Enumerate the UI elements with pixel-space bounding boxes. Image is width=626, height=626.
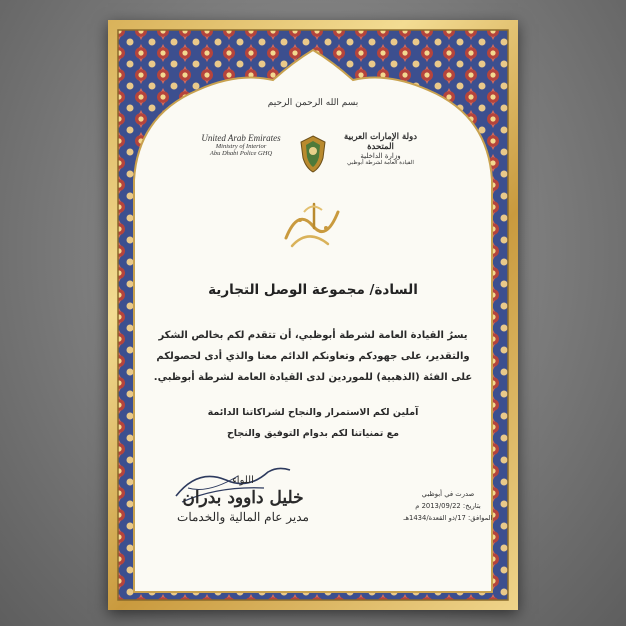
- signatory-name: خليل داوود بدران: [182, 488, 304, 508]
- wishes-line: آملين لكم الاستمرار والنجاح لشراكاتنا الدائمة: [207, 407, 419, 418]
- logo-line-uae-ar: دولة الإمارات العربية المتحدة: [343, 132, 417, 152]
- logo-line-uae: United Arab Emirates: [201, 133, 281, 143]
- body-line: على الفئة (الذهبية) للموردين لدى القيادة العامة لشرطة أبوظبي.: [153, 372, 473, 383]
- thanks-calligraphy-icon: [278, 198, 348, 254]
- issue-date: بتاريخ: 2013/09/22 م: [415, 502, 481, 510]
- issue-hijri-date: الموافق: 17/ذو القعدة/1434هـ: [403, 514, 493, 522]
- basmala: بسم الله الرحمن الرحيم: [267, 98, 359, 108]
- certificate-body: [142, 325, 484, 388]
- signatory-rank: اللواء: [232, 475, 254, 486]
- body-line: يسرُ القيادة العامة لشرطة أبوظبي، أن تتقدم لكم بخالص الشكر: [158, 330, 468, 341]
- logo-line-ministry: Ministry of Interior: [215, 143, 267, 150]
- signatory-title: مدير عام المالية والخدمات: [177, 510, 309, 524]
- logo-line-ministry-ar: وزارة الداخلية: [360, 152, 401, 160]
- issue-details: [398, 488, 498, 524]
- ministry-logo-english: [196, 133, 286, 157]
- body-line: والتقدير، على جهودكم وتعاونكم الدائم معنا والذي أدى لحصولكم: [156, 351, 470, 362]
- wishes-line: مع تمنياتنا لكم بدوام التوفيق والنجاح: [226, 428, 400, 439]
- issue-place: صدرت في أبوظبي: [421, 490, 475, 498]
- logo-line-police-ar: القيادة العامة لشرطة أبوظبي: [347, 160, 414, 166]
- police-emblem-icon: [298, 134, 328, 174]
- signatory-block: [163, 475, 323, 524]
- recipient-name: السادة/ مجموعة الوصل التجارية: [208, 282, 418, 298]
- wishes-text: [108, 402, 518, 444]
- certificate-frame: [108, 20, 518, 610]
- ministry-logo-arabic: [333, 132, 428, 166]
- logo-line-police: Abu Dhabi Police GHQ: [209, 150, 273, 157]
